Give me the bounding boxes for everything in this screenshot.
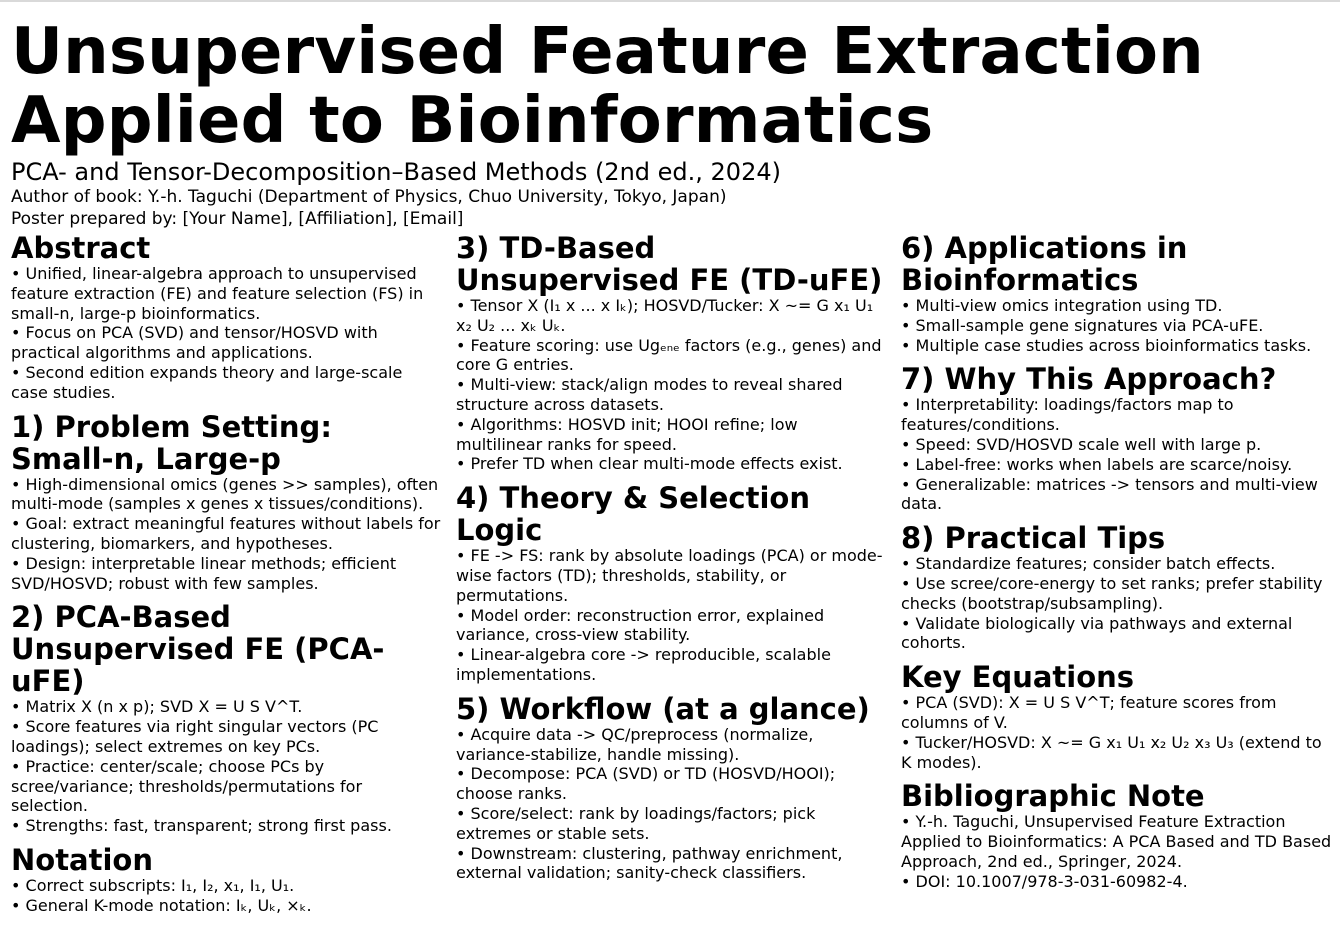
bullet-list — [456, 546, 888, 685]
bullet-item: • Small-sample gene signatures via PCA-uFE. — [901, 315, 1264, 335]
section-why-approach — [901, 361, 1333, 514]
section-practical-tips — [901, 520, 1333, 653]
bullet-item: • Downstream: clustering, pathway enrichment, external validation; sanity-check classifiers. — [456, 843, 843, 883]
bullet-item: • Decompose: PCA (SVD) or TD (HOSVD/HOOI); choose ranks. — [456, 764, 836, 804]
section-notation — [11, 842, 441, 916]
bullet-item: • Interpretability: loadings/factors map to features/conditions. — [901, 395, 1234, 435]
bullet-list — [901, 693, 1333, 772]
prepared-by-line: Poster prepared by: [Your Name], [Affiliation], [Email] — [11, 209, 464, 229]
section-title: 5) Workflow (at a glance) — [456, 691, 870, 726]
bullet-item: • Unified, linear-algebra approach to unsupervised feature extraction (FE) and feature selection (FS) in small-n, large-p bioinformatics. — [11, 264, 424, 323]
bullet-item: • FE -> FS: rank by absolute loadings (PCA) or mode-wise factors (TD); thresholds, stability, or permutations. — [456, 546, 883, 605]
bullet-item: • Y.-h. Taguchi, Unsupervised Feature Extraction Applied to Bioinformatics: A PCA Based and TD Based Approach, 2nd ed., Springer, 2024. — [901, 812, 1332, 871]
bullet-item: • DOI: 10.1007/978-3-031-60982-4. — [901, 871, 1188, 891]
section-applications — [901, 230, 1333, 355]
title-line-2: Applied to Bioinformatics — [11, 84, 934, 158]
column-1 — [11, 230, 441, 922]
bullet-list — [11, 697, 441, 836]
bullet-item: • Generalizable: matrices -> tensors and multi-view data. — [901, 474, 1318, 514]
bullet-list — [11, 475, 441, 594]
bullet-item: • Feature scoring: use Ugₑₙₑ factors (e.g., genes) and core G entries. — [456, 335, 882, 375]
bullet-item: • Standardize features; consider batch effects. — [901, 554, 1276, 574]
author-line: Author of book: Y.-h. Taguchi (Department of Physics, Chuo University, Tokyo, Japan) — [11, 187, 727, 207]
section-title: Notation — [11, 842, 153, 877]
section-title: 7) Why This Approach? — [901, 362, 1277, 397]
section-bibliographic-note — [901, 778, 1333, 891]
bullet-item: • Linear-algebra core -> reproducible, scalable implementations. — [456, 645, 831, 684]
bullet-item: • High-dimensional omics (genes >> samples), often multi-mode (samples x genes x tissues/conditions). — [11, 474, 439, 514]
bullet-item: • Strengths: fast, transparent; strong first pass. — [11, 816, 392, 836]
section-title: Bibliographic Note — [901, 779, 1205, 814]
bullet-item: • Design: interpretable linear methods; efficient SVD/HOSVD; robust with few samples. — [11, 553, 397, 593]
section-workflow — [456, 691, 888, 883]
section-title: 2) PCA-Based Unsupervised FE (PCA-uFE) — [11, 600, 385, 699]
bullet-list — [901, 554, 1333, 653]
bullet-list — [901, 296, 1333, 355]
bullet-item: • Tensor X (I₁ x ... x Iₖ); HOSVD/Tucker: X ~= G x₁ U₁ x₂ U₂ ... xₖ Uₖ. — [456, 296, 874, 335]
bullet-item: • Tucker/HOSVD: X ~= G x₁ U₁ x₂ U₂ x₃ U₃ (extend to K modes). — [901, 732, 1322, 772]
section-title: 8) Practical Tips — [901, 521, 1166, 556]
column-2 — [456, 230, 888, 889]
bullet-list — [456, 725, 888, 883]
bullet-item: • Matrix X (n x p); SVD X = U S V^T. — [11, 697, 303, 717]
bullet-item: • Label-free: works when labels are scarce/noisy. — [901, 454, 1293, 474]
bullet-item: • PCA (SVD): X = U S V^T; feature scores from columns of V. — [901, 693, 1277, 732]
bullet-item: • Prefer TD when clear multi-mode effects exist. — [456, 454, 843, 474]
section-title: 4) Theory & Selection Logic — [456, 481, 810, 548]
bullet-item: • Focus on PCA (SVD) and tensor/HOSVD with practical algorithms and applications. — [11, 323, 378, 363]
bullet-list — [901, 395, 1333, 514]
bullet-item: • Multi-view omics integration using TD. — [901, 296, 1223, 315]
section-theory-selection — [456, 480, 888, 685]
bullet-item: • Algorithms: HOSVD init; HOOI refine; low multilinear ranks for speed. — [456, 414, 798, 454]
bullet-list — [11, 264, 441, 403]
poster-title — [11, 15, 1331, 158]
section-title: Abstract — [11, 231, 151, 265]
bullet-item: • Score features via right singular vectors (PC loadings); select extremes on key PCs. — [11, 717, 379, 756]
section-title: 3) TD-Based Unsupervised FE (TD-uFE) — [456, 231, 883, 297]
bullet-item: • Correct subscripts: I₁, I₂, x₁, I₁, U₁. — [11, 875, 295, 895]
bullet-item: • Speed: SVD/HOSVD scale well with large p. — [901, 434, 1262, 454]
section-pca-ufe — [11, 599, 441, 836]
poster-subtitle: PCA- and Tensor-Decomposition–Based Methods (2nd ed., 2024) — [11, 158, 781, 186]
top-divider — [0, 0, 1340, 2]
bullet-item: • Multiple case studies across bioinformatics tasks. — [901, 335, 1312, 355]
bullet-item: • General K-mode notation: Iₖ, Uₖ, ×ₖ. — [11, 895, 312, 915]
bullet-item: • Validate biologically via pathways and external cohorts. — [901, 613, 1293, 653]
bullet-list — [901, 812, 1333, 891]
bullet-item: • Practice: center/scale; choose PCs by scree/variance; thresholds/permutations for selection. — [11, 756, 363, 816]
bullet-item: • Second edition expands theory and large-scale case studies. — [11, 362, 403, 402]
bullet-item: • Use scree/core-energy to set ranks; prefer stability checks (bootstrap/subsampling). — [901, 573, 1323, 613]
section-title: 6) Applications in Bioinformatics — [901, 231, 1188, 297]
section-title: Key Equations — [901, 660, 1135, 695]
section-title: 1) Problem Setting: Small-n, Large-p — [11, 409, 332, 476]
bullet-list — [456, 296, 888, 474]
bullet-item: • Model order: reconstruction error, explained variance, cross-view stability. — [456, 605, 825, 645]
bullet-list — [11, 876, 441, 916]
title-line-1: Unsupervised Feature Extraction — [11, 15, 1204, 89]
poster-header — [11, 15, 1331, 230]
section-key-equations — [901, 659, 1333, 772]
bullet-item: • Multi-view: stack/align modes to reveal shared structure across datasets. — [456, 375, 843, 414]
bullet-item: • Acquire data -> QC/preprocess (normalize, variance-stabilize, handle missing). — [456, 724, 814, 764]
bullet-item: • Goal: extract meaningful features without labels for clustering, biomarkers, and hypotheses. — [11, 514, 441, 553]
column-3 — [901, 230, 1333, 898]
section-td-ufe — [456, 230, 888, 474]
bullet-item: • Score/select: rank by loadings/factors; pick extremes or stable sets. — [456, 803, 816, 843]
section-abstract — [11, 230, 441, 403]
section-problem-setting — [11, 409, 441, 594]
